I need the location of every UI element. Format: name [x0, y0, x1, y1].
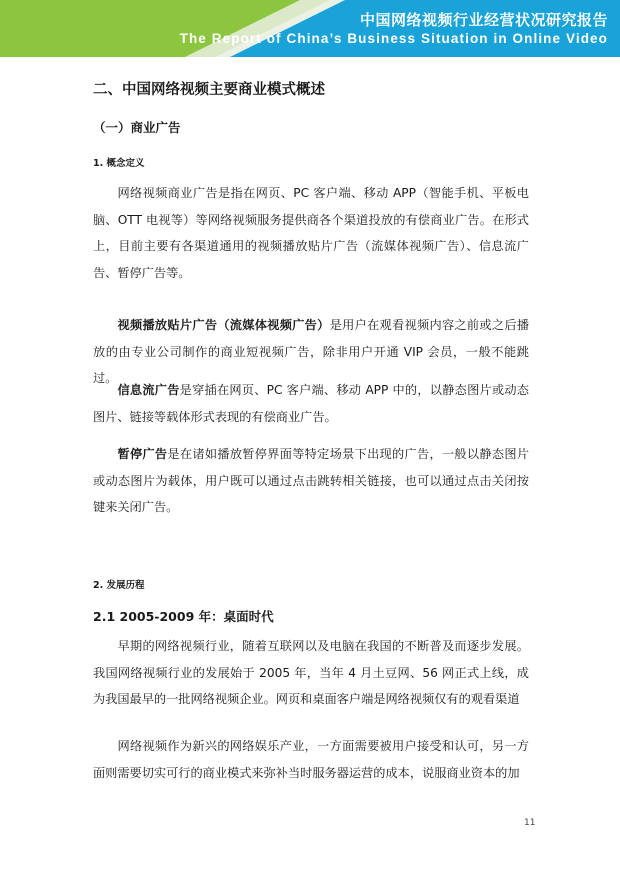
- preroll-ad-term: 视频播放贴片广告（流媒体视频广告）: [117, 318, 330, 332]
- history-paragraph-1: 早期的网络视频行业，随着互联网以及电脑在我国的不断普及而逐步发展。我国网络视频行业的发展始于 2005 年，当年 4 月土豆网、56 网正式上线，成为我国最早的一批网络视频企业。网页和桌面客户端是网络视频仅有的观看渠道: [93, 639, 529, 706]
- header-banner: [0, 0, 620, 57]
- report-title: 中国网络视频行业经营状况研究报告: [359, 11, 608, 29]
- history-paragraph-2: 网络视频作为新兴的网络娱乐产业，一方面需要被用户接受和认可，另一方面则需要切实可行的商业模式来弥补当时服务器运营的成本，说服商业资本的加: [93, 739, 529, 780]
- feed-ad-term: 信息流广告: [117, 383, 180, 397]
- period-title: 2.1 2005-2009 年：桌面时代: [93, 609, 274, 624]
- concept-intro-paragraph: 网络视频商业广告是指在网页、PC 客户端、移动 APP（智能手机、平板电脑、OTT 电视等）等网络视频服务提供商各个渠道投放的有偿商业广告。在形式上，目前主要有各渠道通用的视频播放贴片广告（流媒体视频广告）、信息流广告、暂停广告等。: [93, 186, 529, 280]
- pause-ad-paragraph: [93, 441, 529, 521]
- pause-ad-text: 是在诸如播放暂停界面等特定场景下出现的广告，一般以静态图片或动态图片为载体，用户既可以通过点击跳转相关链接，也可以通过点击关闭按键来关闭广告。: [93, 447, 530, 514]
- concept-heading: 1. 概念定义: [93, 158, 145, 169]
- preroll-ad-text: 是用户在观看视频内容之前或之后播放的由专业公司制作的商业短视频广告，除非用户开通 VIP 会员，一般不能跳过。: [93, 318, 530, 385]
- pause-ad-term: 暂停广告: [117, 447, 168, 461]
- report-subtitle: The Report of China’s Business Situation in Online Video: [179, 31, 608, 46]
- page-number: 11: [524, 818, 536, 828]
- feed-ad-paragraph: [93, 377, 529, 430]
- feed-ad-text: 是穿插在网页、PC 客户端、移动 APP 中的，以静态图片或动态图片、链接等载体形式表现的有偿商业广告。: [93, 383, 529, 424]
- history-heading: 2. 发展历程: [93, 580, 145, 591]
- section-title: 二、中国网络视频主要商业模式概述: [93, 82, 325, 98]
- subsection-title: （一）商业广告: [93, 120, 181, 135]
